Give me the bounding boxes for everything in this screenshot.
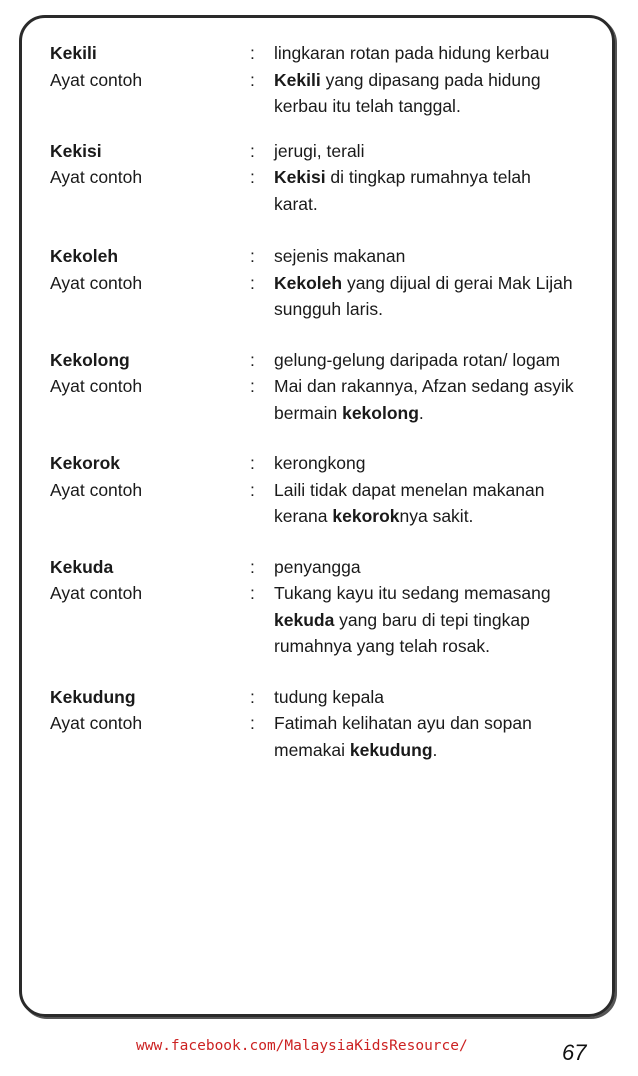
entry-kekili [50,40,590,120]
colon: : [250,479,255,500]
colon: : [250,167,255,187]
term: Kekisi [50,140,102,161]
colon: : [250,272,255,293]
definition: jerugi, terali [274,140,365,161]
term: Kekoleh [50,246,119,266]
colon: : [250,376,255,396]
entry-kekoleh [50,243,590,323]
example-label: Ayat contoh [50,376,143,396]
entry-kekuda [50,554,590,660]
colon: : [250,140,255,161]
colon: : [250,556,255,577]
example: Kekisi di tingkap rumahnya telah karat. [274,167,531,214]
example-label: Ayat contoh [50,167,143,187]
colon: : [250,686,255,707]
example: Kekoleh yang dijual di gerai Mak Lijah sungguh laris. [274,272,573,319]
dictionary-entries [50,40,590,763]
definition: penyangga [274,556,361,577]
colon: : [250,246,255,266]
example-label: Ayat contoh [50,479,143,500]
entry-kekolong [50,347,590,427]
colon: : [250,69,255,90]
definition: sejenis makanan [274,246,406,266]
example-label: Ayat contoh [50,713,143,733]
definition: tudung kepala [274,686,384,707]
entry-kekisi [50,138,590,218]
example: Laili tidak dapat menelan makanan kerana kekoroknya sakit. [274,479,545,526]
example: Tukang kayu itu sedang memasang kekuda yang baru di tepi tingkap rumahnya yang telah rosak. [274,583,551,656]
colon: : [250,43,255,63]
colon: : [250,583,255,603]
term: Kekolong [50,349,130,370]
example: Kekili yang dipasang pada hidung kerbau itu telah tanggal. [274,69,541,116]
page-number: 67 [562,1040,587,1065]
colon: : [250,453,255,473]
example-label: Ayat contoh [50,272,143,293]
colon: : [250,713,255,733]
example: Fatimah kelihatan ayu dan sopan memakai kekudung. [274,713,532,760]
entry-kekudung [50,684,590,764]
colon: : [250,349,255,370]
term: Kekili [50,43,97,63]
example: Mai dan rakannya, Afzan sedang asyik bermain kekolong. [274,376,574,423]
definition: gelung-gelung daripada rotan/ logam [274,349,561,370]
example-label: Ayat contoh [50,69,143,90]
term: Kekudung [50,686,136,707]
term: Kekorok [50,453,121,473]
entry-kekorok [50,450,590,530]
definition: lingkaran rotan pada hidung kerbau [274,43,550,63]
term: Kekuda [50,556,114,577]
definition: kerongkong [274,453,366,473]
example-label: Ayat contoh [50,583,143,603]
footer-url: www.facebook.com/MalaysiaKidsResource/ [136,1038,468,1054]
